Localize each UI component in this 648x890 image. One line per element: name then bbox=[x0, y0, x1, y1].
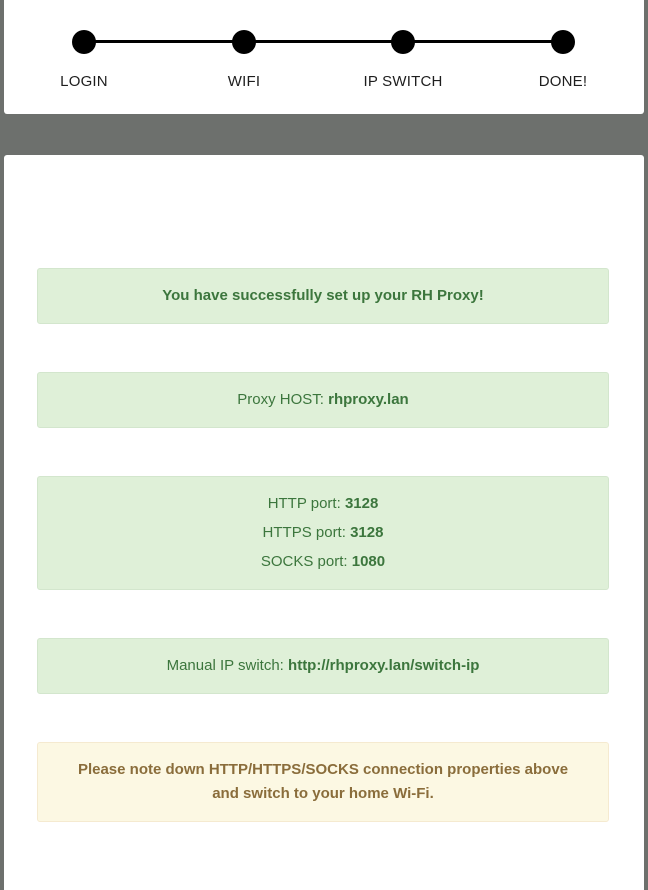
step-dot-login bbox=[72, 30, 96, 54]
setup-complete-panel bbox=[4, 155, 644, 890]
http-port-label: HTTP port: bbox=[267, 495, 341, 512]
step-label-login: LOGIN bbox=[60, 73, 108, 90]
step-dot-ip-switch bbox=[391, 30, 415, 54]
step-label-wifi: WIFI bbox=[227, 73, 261, 90]
ip-switch-alert bbox=[37, 638, 609, 694]
http-port-row bbox=[38, 489, 608, 518]
ports-alert bbox=[37, 476, 609, 590]
https-port-label: HTTPS port: bbox=[262, 524, 346, 541]
note-alert bbox=[37, 742, 609, 822]
socks-port-row bbox=[38, 547, 608, 576]
proxy-host-alert bbox=[37, 372, 609, 428]
success-message: You have successfully set up your RH Proxy! bbox=[162, 287, 484, 304]
progress-steps bbox=[4, 0, 644, 114]
note-line-2: and switch to your home Wi-Fi. bbox=[212, 785, 434, 802]
note-line-1: Please note down HTTP/HTTPS/SOCKS connection properties above bbox=[77, 761, 569, 778]
step-label-ip-switch: IP SWITCH bbox=[363, 73, 443, 90]
progress-line bbox=[84, 40, 564, 43]
http-port-value: 3128 bbox=[344, 495, 379, 512]
ip-switch-url: http://rhproxy.lan/switch-ip bbox=[288, 657, 480, 674]
success-alert bbox=[37, 268, 609, 324]
proxy-host-label: Proxy HOST: bbox=[237, 391, 324, 408]
proxy-host-value: rhproxy.lan bbox=[328, 391, 409, 408]
ip-switch-label: Manual IP switch: bbox=[166, 657, 284, 674]
step-dot-done bbox=[551, 30, 575, 54]
https-port-value: 3128 bbox=[350, 524, 384, 541]
socks-port-label: SOCKS port: bbox=[260, 553, 348, 570]
https-port-row bbox=[38, 518, 608, 547]
step-label-done: DONE! bbox=[538, 73, 588, 90]
socks-port-value: 1080 bbox=[351, 553, 386, 570]
step-dot-wifi bbox=[232, 30, 256, 54]
